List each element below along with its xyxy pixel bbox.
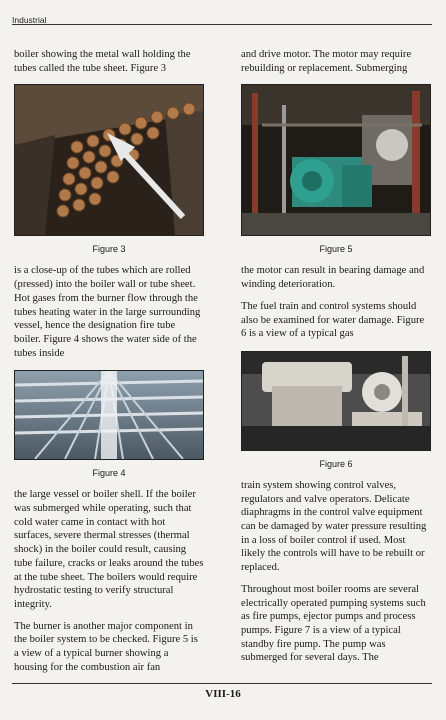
right-paragraph-1: and drive motor. The motor may require rebuilding or replacement. Submerging bbox=[241, 49, 412, 74]
footer-rule bbox=[12, 683, 432, 684]
left-paragraph-4: The burner is another major component in the boiler system to be checked. Figure 5 is a view of a typical burner showing a housing for the combustion air fan bbox=[14, 620, 198, 673]
right-paragraph-5: Throughout most boiler rooms are several electrically operated pumping systems such as fire pumps, ejector pumps and process pumps. Figure 7 is a view of a typical standby fire pump. The pump was submerged for several days. The bbox=[241, 583, 426, 664]
section-title: Industrial bbox=[12, 15, 47, 25]
figure-6-caption: Figure 6 bbox=[319, 458, 353, 469]
left-paragraph-1: boiler showing the metal wall holding the tubes called the tube sheet. Figure 3 bbox=[14, 49, 191, 74]
right-column bbox=[241, 48, 431, 665]
left-paragraph-2: is a close-up of the tubes which are rolled (pressed) into the boiler wall or tube sheet. Hot gases from the burner flow through the tubes heating water in the large surrounding vessel, hence the designation fire tube boiler. Figure 4 shows the water side of the tubes inside bbox=[14, 265, 201, 359]
right-paragraph-2: the motor can result in bearing damage and winding deterioration. bbox=[241, 265, 425, 291]
right-paragraph-3: The fuel train and control systems should also be examined for water damage. Figure 6 is a view of a typical gas bbox=[241, 300, 425, 340]
left-paragraph-3: the large vessel or boiler shell. If the boiler was submerged while operating, such that cold water came in contact with hot surfaces, severe thermal stresses (thermal shock) in the boiler could result, causing tube failure, cracks or leaks around the tubes at the tube sheet. The boilers would require hydrostatic testing to verify structural integrity. bbox=[14, 489, 204, 610]
figure-5-photo bbox=[241, 84, 431, 236]
figure-5-caption: Figure 5 bbox=[319, 244, 353, 255]
right-paragraph-4: train system showing control valves, regulators and valve operators. Delicate diaphragms in the control valve equipment can be damaged by water pressure resulting in a loss of boiler control if used. Most likely the controls will have to be rebuilt or replaced. bbox=[241, 479, 427, 574]
left-column bbox=[14, 48, 204, 674]
figure-6-photo bbox=[241, 351, 431, 451]
running-header bbox=[12, 10, 432, 25]
figure-3-caption: Figure 3 bbox=[92, 244, 126, 255]
figure-3-photo bbox=[14, 84, 204, 236]
figure-4-caption: Figure 4 bbox=[92, 468, 126, 479]
figure-4-photo bbox=[14, 370, 204, 460]
page-number: VIII-16 bbox=[205, 688, 241, 700]
